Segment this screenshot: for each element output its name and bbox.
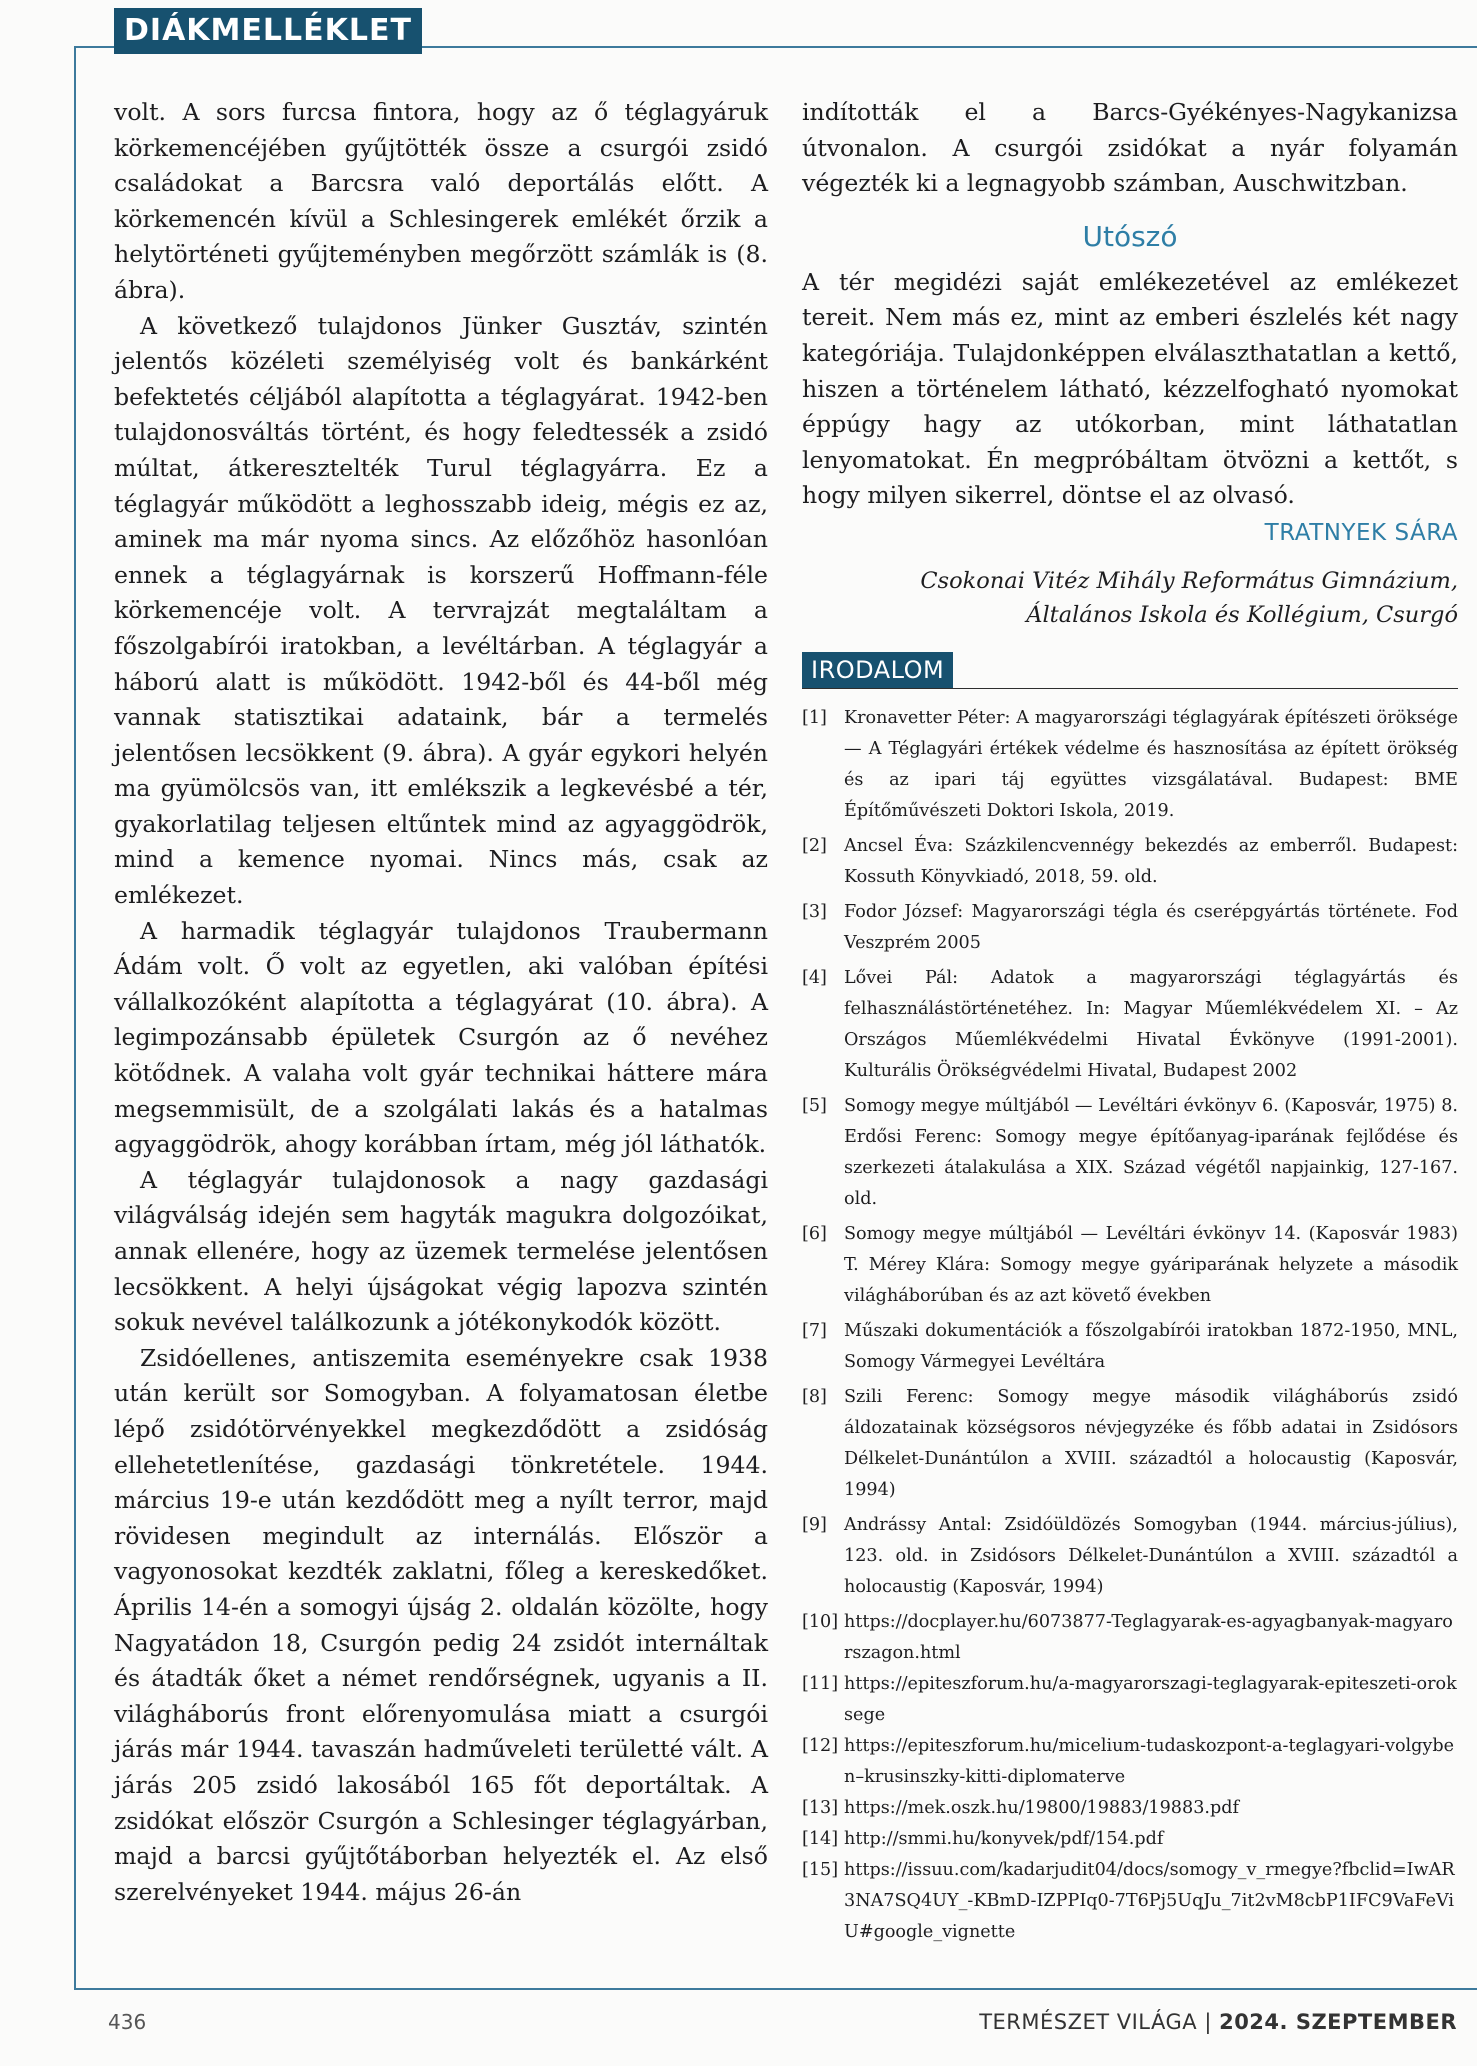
reference-item (802, 1669, 1458, 1731)
reference-item (802, 1607, 1458, 1669)
reference-item (802, 963, 1458, 1087)
paragraph: indították el a Barcs-Gyékényes-Nagykanizsa útvonalon. A csurgói zsidókat a nyár folyamán végezték ki a legnagyobb számban, Auschwitzban. (802, 98, 1458, 198)
reference-text[interactable]: https://issuu.com/kadarjudit04/docs/somogy_v_rmegye?fbclid=IwAR3NA7SQ4UY_-KBmD-IZPPIq0-7T6Pj5UqJu_7it2vM8cbP1IFC9VaFeViU#google_vignette (844, 1859, 1455, 1942)
reference-number: [3] (802, 901, 827, 922)
paragraph: A téglagyár tulajdonosok a nagy gazdasági világválság idején sem hagyták magukra dolgozóikat, annak ellenére, hogy az üzemek termelése jelentősen lecsökkent. A helyi újságokat végig lapozva szintén sokuk nevével találkozunk a jótékonykodók között. (114, 1165, 768, 1337)
reference-text: Műszaki dokumentációk a főszolgabírói iratokban 1872-1950, MNL, Somogy Vármegyei Levéltára (844, 1320, 1458, 1372)
reference-text[interactable]: http://smmi.hu/konyvek/pdf/154.pdf (844, 1828, 1164, 1849)
reference-item (802, 897, 1458, 959)
footer-magazine (979, 2010, 1457, 2034)
section-heading: Utószó (1082, 219, 1178, 253)
left-column (114, 95, 768, 1910)
right-column (802, 95, 1458, 1948)
reference-text: Kronavetter Péter: A magyarországi téglagyárak építészeti öröksége — A Téglagyári értékek védelme és hasznosítása az épített örökség és az ipari táj együttes vizsgálatával. Budapest: BME Építőművészeti Doktori Iskola, 2019. (844, 707, 1458, 821)
reference-number: [14] (802, 1828, 839, 1849)
reference-number: [11] (802, 1673, 839, 1694)
reference-text[interactable]: https://docplayer.hu/6073877-Teglagyarak-es-agyagbanyak-magyarorszagon.html (844, 1611, 1453, 1663)
reference-number: [13] (802, 1797, 839, 1818)
magazine-name: TERMÉSZET VILÁGA (979, 2010, 1198, 2034)
paragraph: Zsidóellenes, antiszemita eseményekre csak 1938 után került sor Somogyban. A folyamatosan életbe lépő zsidótörvényekkel megkezdődött a zsidóság ellehetetlenítése, gazdasági tönkretétele. 1944. március 19-e után kezdődött meg a nyílt terror, majd rövidesen megindult az internálás. Először a vagyonosokat kezdték zaklatni, főleg a kereskedőket. Április 14-én a somogyi újság 2. oldalán közölte, hogy Nagyatádon 18, Csurgón pedig 24 zsidót internáltak és átadták őket a német rendőrségnek, ugyanis a II. világháborús front előrenyomulása miatt a csurgói járás már 1944. tavaszán hadműveleti területté vált. A járás 205 zsidó lakosából 165 főt deportáltak. A zsidókat először Csurgón a Schlesinger téglagyárban, majd a barcsi gyűjtőtáborban helyezték el. Az első szerelvényeket 1944. május 26-án (114, 1343, 768, 1906)
reference-number: [10] (802, 1611, 839, 1632)
references-list (802, 703, 1458, 1948)
reference-text: Andrássy Antal: Zsidóüldözés Somogyban (1944. március-július), 123. old. in Zsidósors Délkelet-Dunántúlon a XVIII. századtól a holocaustig (Kaposvár, 1994) (844, 1514, 1458, 1597)
school-line: Általános Iskola és Kollégium, Csurgó (1026, 601, 1458, 628)
reference-item (802, 1091, 1458, 1215)
reference-item (802, 1855, 1458, 1948)
page-number: 436 (108, 2010, 147, 2034)
reference-number: [5] (802, 1095, 827, 1116)
reference-text: Fodor József: Magyarországi tégla és cserépgyártás története. Fod Veszprém 2005 (844, 901, 1458, 953)
reference-item (802, 831, 1458, 893)
author-name: TRATNYEK SÁRA (1264, 519, 1458, 546)
reference-number: [15] (802, 1859, 839, 1880)
reference-number: [1] (802, 707, 827, 728)
reference-number: [9] (802, 1514, 827, 1535)
reference-text[interactable]: https://epiteszforum.hu/micelium-tudaskozpont-a-teglagyari-volgyben–krusinszky-kitti-diplomaterve (844, 1735, 1455, 1787)
issue-date: 2024. SZEPTEMBER (1219, 2010, 1457, 2034)
reference-item (802, 1219, 1458, 1312)
paragraph: A következő tulajdonos Jünker Gusztáv, szintén jelentős közéleti személyiség volt és bankárként befektetés céljából alapította a téglagyárat. 1942-ben tulajdonosváltás történt, és hogy feledtessék a zsidó múltat, átkeresztelték Turul téglagyárra. Ez a téglagyár működött a leghosszabb ideig, mégis ez az, aminek ma már nyoma sincs. Az előzőhöz hasonlóan ennek a téglagyárnak is korszerű Hoffmann-féle körkemencéje volt. A tervrajzát megtaláltam a főszolgabírói iratokban, a levéltárban. A téglagyár a háború alatt is működött. 1942-ből és 44-ből még vannak statisztikai adataink, bár a termelés jelentősen lecsökkent (9. ábra). A gyár egykori helyén ma gyümölcsös van, itt emlékszik a legkevésbé a tér, gyakorlatilag teljesen eltűntek mind az agyaggödrök, mind a kemence nyomai. Nincs más, csak az emlékezet. (114, 311, 768, 910)
section-label: DIÁKMELLÉKLET (114, 8, 422, 54)
reference-number: [4] (802, 967, 827, 988)
school-line: Csokonai Vitéz Mihály Református Gimnázium, (920, 567, 1458, 594)
reference-item (802, 1382, 1458, 1506)
reference-item (802, 1793, 1458, 1824)
references-title: IRODALOM (802, 652, 953, 688)
reference-text: Somogy megye múltjából — Levéltári évkönyv 6. (Kaposvár, 1975) 8. Erdősi Ferenc: Somogy megye építőanyag-iparának fejlődése és szerkezeti átalakulása a XIX. Század végétől napjainkig, 127-167. old. (844, 1095, 1458, 1209)
paragraph: volt. A sors furcsa fintora, hogy az ő téglagyáruk körkemencéjében gyűjtötték össze a csurgói zsidó családokat a Barcsra való deportálás előtt. A körkemencén kívül a Schlesingerek emlékét őrzik a helytörténeti gyűjteményben megőrzött számlák is (8. ábra). (114, 98, 768, 304)
reference-item (802, 1316, 1458, 1378)
references-header (802, 652, 1458, 689)
reference-text[interactable]: https://epiteszforum.hu/a-magyarorszagi-teglagyarak-epiteszeti-oroksege (844, 1673, 1457, 1725)
school-affiliation (802, 564, 1458, 632)
reference-number: [6] (802, 1223, 827, 1244)
reference-item (802, 1824, 1458, 1855)
reference-text[interactable]: https://mek.oszk.hu/19800/19883/19883.pdf (844, 1797, 1240, 1818)
reference-number: [8] (802, 1386, 827, 1407)
reference-text: Somogy megye múltjából — Levéltári évkönyv 14. (Kaposvár 1983) T. Mérey Klára: Somogy megye gyáriparának helyzete a második világháborúban és az azt követő években (844, 1223, 1458, 1306)
paragraph: A harmadik téglagyár tulajdonos Traubermann Ádám volt. Ő volt az egyetlen, aki valóban építési vállalkozóként alapította a téglagyárat (10. ábra). A legimpozánsabb épületek Csurgón az ő nevéhez kötődnek. A valaha volt gyár technikai háttere mára megsemmisült, de a szolgálati lakás és a hatalmas agyaggödrök, ahogy korábban írtam, még jól láthatók. (114, 916, 768, 1159)
reference-item (802, 1731, 1458, 1793)
reference-text: Lővei Pál: Adatok a magyarországi téglagyártás és felhasználástörténetéhez. In: Magyar Műemlékvédelem XI. – Az Országos Műemlékvédelmi Hivatal Évkönyve (1991-2001). Kulturális Örökségvédelmi Hivatal, Budapest 2002 (844, 967, 1458, 1081)
paragraph: A tér megidézi saját emlékezetével az emlékezet tereit. Nem más ez, mint az emberi észlelés két nagy kategóriája. Tulajdonképpen elválaszthatatlan a kettő, hiszen a történelem látható, kézzelfogható nyomokat éppúgy hagy az utókorban, mint láthatatlan lenyomatokat. Én megpróbáltam ötvözni a kettőt, s hogy milyen sikerrel, döntse el az olvasó. (802, 267, 1458, 510)
reference-text: Ancsel Éva: Százkilencvennégy bekezdés az emberről. Budapest: Kossuth Könyvkiadó, 2018, 59. old. (844, 835, 1458, 887)
reference-number: [2] (802, 835, 827, 856)
reference-text: Szili Ferenc: Somogy megye második világháborús zsidó áldozatainak községsoros névjegyzéke és főbb adatai in Zsidósors Délkelet-Dunántúlon a XVIII. századtól a holocaustig (Kaposvár, 1994) (844, 1386, 1458, 1500)
footer-separator: | (1197, 2010, 1220, 2034)
reference-number: [12] (802, 1735, 839, 1756)
reference-item (802, 1510, 1458, 1603)
reference-number: [7] (802, 1320, 827, 1341)
reference-item (802, 703, 1458, 827)
